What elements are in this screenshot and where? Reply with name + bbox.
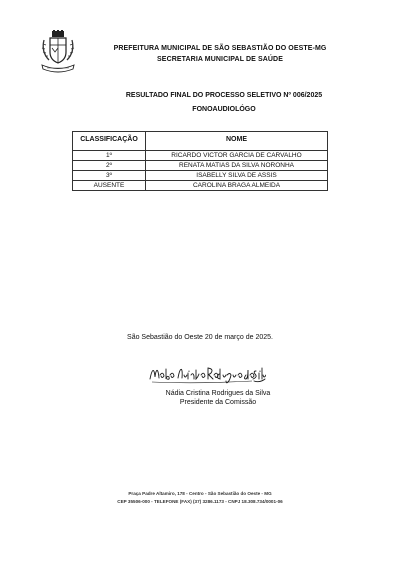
results-table: [72, 131, 328, 191]
table-row: [73, 151, 328, 161]
row-name: RENATA MATIAS DA SILVA NORONHA: [146, 161, 328, 171]
table-header-row: [73, 132, 328, 151]
coat-of-arms-logo: [40, 30, 76, 76]
header-department: SECRETARIA MUNICIPAL DE SAÚDE: [157, 56, 283, 63]
table-row: [73, 171, 328, 181]
signatory-name: Nádia Cristina Rodrigues da Silva: [165, 390, 271, 397]
handwritten-signature: [148, 363, 266, 385]
document-title: RESULTADO FINAL DO PROCESSO SELETIVO Nº 006/2025: [125, 92, 323, 99]
table-row: [73, 161, 328, 171]
row-classification: 1º: [73, 151, 146, 161]
row-classification: 2º: [73, 161, 146, 171]
row-name: ISABELLY SILVA DE ASSIS: [146, 171, 328, 181]
row-classification: AUSENTE: [73, 181, 146, 191]
signatory-role: Presidente da Comissão: [179, 399, 257, 406]
place-and-date: São Sebastião do Oeste 20 de março de 2025.: [127, 334, 273, 341]
row-name: RICARDO VICTOR GARCIA DE CARVALHO: [146, 151, 328, 161]
footer-address: Praça Padre Altamiro, 178 - Centro - São Sebastião do Oeste - MG: [128, 491, 272, 496]
footer-contact: CEP 35506-000 - TELEFONE (FAX) (37) 3286.1173 - CNPJ 18.308.734/0001-06: [117, 499, 283, 504]
header-name: NOME: [146, 132, 328, 151]
table-row: [73, 181, 328, 191]
header-municipality: PREFEITURA MUNICIPAL DE SÃO SEBASTIÃO DO OESTE-MG: [113, 45, 327, 52]
header-classification: CLASSIFICAÇÃO: [73, 132, 146, 151]
row-name: CAROLINA BRAGA ALMEIDA: [146, 181, 328, 191]
row-classification: 3º: [73, 171, 146, 181]
document-subtitle: FONOAUDIOLÓGO: [192, 106, 256, 113]
